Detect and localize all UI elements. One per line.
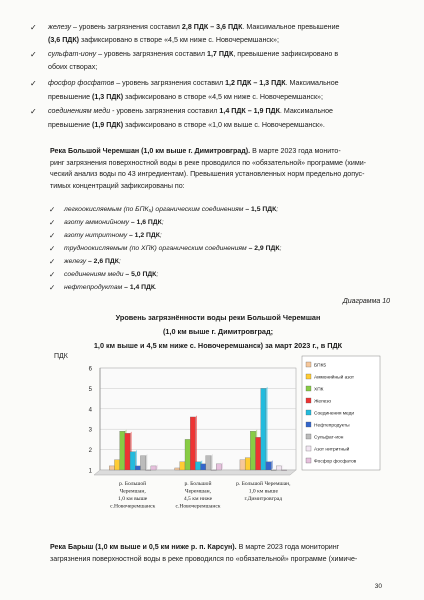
check-icon: ✓ xyxy=(49,205,56,214)
legend-entry: Железо xyxy=(314,399,332,405)
check-icon: ✓ xyxy=(49,283,56,292)
legend-entry: ХПК xyxy=(314,387,324,393)
y-tick-label: 3 xyxy=(88,427,92,434)
list-item-iron: ✓ железу – уровень загрязнения составил 2,8 ПДК – 3,6 ПДК. Максимальное превышение xyxy=(30,23,340,32)
river1-item-cod: ✓ трудноокисляемым (по ХПК) органическим соединениям – 2,9 ПДК; xyxy=(49,244,282,253)
river2-heading: Река Барыш (1,0 км выше и 0,5 км ниже р. п. Карсун). xyxy=(50,543,237,551)
bar-side xyxy=(211,454,213,470)
river1-item-ammonium: ✓ азоту аммонийному – 1,6 ПДК; xyxy=(49,218,164,227)
list-item-copper: ✓ соединениям меди - уровень загрязнения составил 1,4 ПДК – 1,9 ПДК. Максимальное xyxy=(30,107,333,116)
chart-title-line2: (1,0 км выше г. Димитровград; xyxy=(162,327,274,336)
legend-entry: Нефтепродукты xyxy=(314,423,350,429)
legend-swatch xyxy=(306,458,311,463)
category-label: 1,0 км выше xyxy=(248,488,278,495)
river1-item-nitrite: ✓ азоту нитритному – 1,2 ПДК; xyxy=(49,231,162,240)
diagram-label: Диаграмма 10 xyxy=(342,298,390,305)
river1-heading: Река Большой Черемшан (1,0 км выше г. Димитровград). xyxy=(50,147,251,155)
check-icon: ✓ xyxy=(30,50,37,59)
bar xyxy=(240,460,245,470)
check-icon: ✓ xyxy=(30,23,37,32)
category-label: р. Большой xyxy=(119,481,147,487)
list-item-iron-cont: (3,6 ПДК) зафиксировано в створе «4,5 км ниже с. Новочеремшанск»; xyxy=(48,36,279,44)
y-tick-label: 1 xyxy=(88,468,92,475)
bar xyxy=(146,470,151,471)
category-label: Черемшан, xyxy=(184,488,212,495)
bar xyxy=(245,458,250,470)
river1-paragraph: Река Большой Черемшан (1,0 км выше г. Димитровград). В марте 2023 года монито- ринг загрязнения поверхностной воды в реке проводился по «обязательной» программе (хими- ческий анализ воды по 43 ингредиентам). Превышения установленных норм предельно допус- тимых концентраций зафиксированы по: xyxy=(50,147,367,190)
bar-side xyxy=(271,460,273,470)
legend-swatch xyxy=(306,398,311,403)
legend-entry: Азот нитритный xyxy=(314,447,350,453)
y-axis-label: ПДК xyxy=(54,353,68,360)
y-tick-label: 5 xyxy=(88,386,92,393)
bar xyxy=(276,466,281,470)
list-item-sulfate-cont: обоих створах; xyxy=(48,63,98,71)
category-label: 4,5 км ниже xyxy=(183,496,213,502)
category-label: р. Большой xyxy=(184,481,212,487)
legend-entry: Фосфор фосфатов xyxy=(314,459,357,465)
bar xyxy=(114,460,119,470)
category-label: с.Новочеремшанск xyxy=(110,503,156,510)
legend-swatch xyxy=(306,422,311,427)
bar xyxy=(266,462,271,470)
chart-title-line3: 1,0 км выше и 4,5 км ниже с. Новочеремшанск) за март 2023 г., в ПДК xyxy=(93,341,343,350)
river1-item-oil: ✓ нефтепродуктам – 1,4 ПДК. xyxy=(49,283,157,292)
chart-floor xyxy=(94,470,296,475)
bar xyxy=(185,439,190,470)
category-label: с.Новочеремшанск xyxy=(175,503,221,510)
y-tick-label: 4 xyxy=(88,407,92,414)
bar-side xyxy=(146,454,148,470)
y-tick-label: 2 xyxy=(88,448,92,455)
bar xyxy=(175,468,180,470)
bar xyxy=(256,437,261,470)
page-number: 30 xyxy=(374,583,382,590)
bar xyxy=(151,466,156,470)
bar xyxy=(109,466,114,470)
river2-paragraph: Река Барыш (1,0 км выше и 0,5 км ниже р. п. Карсун). В марте 2023 года мониторинг загрязнения поверхностной воды в реке проводился по «обязательной» программе (химиче- xyxy=(50,543,358,563)
legend-swatch xyxy=(306,374,311,379)
bar xyxy=(135,466,140,470)
bar xyxy=(211,470,216,471)
river1-item-copper: ✓ соединениям меди – 5,0 ПДК; xyxy=(49,270,159,279)
legend-entry: Аммонийный азот xyxy=(314,375,355,381)
bar xyxy=(130,452,135,470)
bar xyxy=(140,456,145,470)
category-label: г.Димитровград xyxy=(244,496,283,502)
bar xyxy=(271,470,276,471)
legend-swatch xyxy=(306,410,311,415)
chart-title-line1: Уровень загрязнённости воды реки Большой Черемшан xyxy=(115,313,321,322)
check-icon: ✓ xyxy=(30,79,37,88)
river1-item-bod: ✓ легкоокисляемым (по БПК₅) органическим соединениям – 1,5 ПДК; xyxy=(49,205,279,214)
bar xyxy=(195,462,200,470)
bar xyxy=(261,388,266,470)
legend-entry: Сульфат-ион xyxy=(314,435,344,441)
bar xyxy=(201,464,206,470)
category-label: Черемшан, xyxy=(119,488,146,495)
y-tick-label: 6 xyxy=(88,366,92,373)
check-icon: ✓ xyxy=(49,218,56,227)
list-item-phosphorus: ✓ фосфор фосфатов – уровень загрязнения составил 1,2 ПДК – 1,3 ПДК. Максимальное xyxy=(30,79,339,88)
check-icon: ✓ xyxy=(49,244,56,253)
bar xyxy=(206,456,211,470)
legend-entry: Соединения меди xyxy=(314,411,355,417)
category-label: р. Большой Черемшан, xyxy=(236,481,291,487)
legend-entry: БПК5 xyxy=(314,363,327,369)
river1-item-iron: ✓ железу – 2,6 ПДК; xyxy=(49,257,121,266)
list-item-phosphorus-cont: превышение (1,3 ПДК) зафиксировано в створе «4,5 км ниже с. Новочеремшанск»; xyxy=(48,93,323,101)
bar xyxy=(120,431,125,470)
legend-swatch xyxy=(306,434,311,439)
list-item-copper-cont: превышение (1,9 ПДК) зафиксировано в створе «1,0 км выше с. Новочеремшанск». xyxy=(48,121,325,129)
bar xyxy=(282,470,287,471)
legend-swatch xyxy=(306,386,311,391)
check-icon: ✓ xyxy=(49,270,56,279)
check-icon: ✓ xyxy=(49,257,56,266)
bar-side xyxy=(266,387,268,470)
bar xyxy=(190,417,195,470)
legend-swatch xyxy=(306,362,311,367)
category-label: 1,0 км выше xyxy=(118,496,148,502)
legend-swatch xyxy=(306,446,311,451)
bar xyxy=(250,431,255,470)
bar xyxy=(125,433,130,470)
pollution-chart xyxy=(52,352,382,520)
bar xyxy=(216,464,221,470)
check-icon: ✓ xyxy=(49,231,56,240)
bar xyxy=(180,462,185,470)
check-icon: ✓ xyxy=(30,107,37,116)
list-item-sulfate: ✓ сульфат-иону – уровень загрязнения составил 1,7 ПДК, превышение зафиксировано в xyxy=(30,50,339,59)
